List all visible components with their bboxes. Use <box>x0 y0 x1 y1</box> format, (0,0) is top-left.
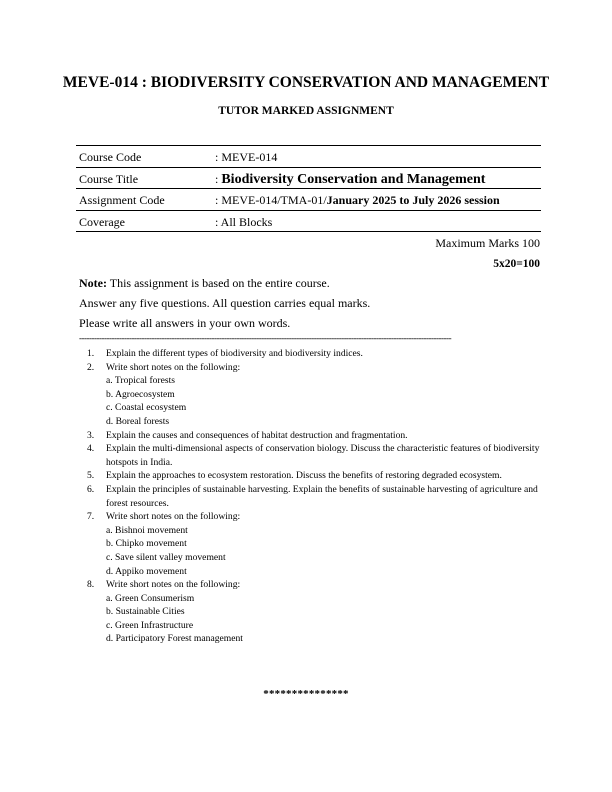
question-text: Write short notes on the following: <box>106 361 241 373</box>
assignment-code-label: Assignment Code <box>79 193 165 207</box>
question-2 <box>0 361 612 375</box>
question-number: 1. <box>87 348 95 359</box>
question-number: 2. <box>87 361 95 373</box>
note-line <box>79 276 330 291</box>
sub-item: c. Green Infrastructure <box>106 619 194 631</box>
sub-item: b. Agroecosystem <box>106 388 175 400</box>
course-title-label: Course Title <box>79 171 139 186</box>
question-text: Explain the approaches to ecosystem restoration. Discuss the benefits of restoring degraded ecosystem. <box>106 470 502 482</box>
sub-item: c. Coastal ecosystem <box>106 402 187 414</box>
question-5 <box>0 469 612 483</box>
separator-line: ----------------------------------------------------------------------------------------------------------------------------------------------------- <box>79 333 452 343</box>
question-7 <box>0 510 612 524</box>
sub-item: a. Bishnoi movement <box>106 524 188 536</box>
note-label: Note: <box>79 276 107 290</box>
course-title-prefix: : <box>215 171 222 186</box>
sub-item: d. Appiko movement <box>106 565 187 577</box>
instruction-answer: Answer any five questions. All question carries equal marks. <box>79 296 371 310</box>
question-text: Explain the principles of sustainable harvesting. Explain the benefits of sustainable harvesting of agriculture and forest resources. <box>106 483 538 509</box>
question-number: 5. <box>87 470 95 482</box>
question-6 <box>0 483 612 510</box>
question-text: Write short notes on the following: <box>106 511 241 523</box>
course-title-value-wrap <box>215 169 485 190</box>
sub-item: a. Tropical forests <box>106 375 176 387</box>
question-number: 3. <box>87 429 95 441</box>
sub-item: b. Chipko movement <box>106 538 187 550</box>
course-code-value: : MEVE-014 <box>215 150 278 164</box>
assignment-code-value-wrap <box>215 190 500 210</box>
question-4 <box>0 442 612 469</box>
question-number: 8. <box>87 579 95 591</box>
sub-item: b. Sustainable Cities <box>106 606 185 618</box>
sub-item: a. Green Consumerism <box>106 592 195 604</box>
coverage-label: Coverage <box>79 214 125 229</box>
question-3 <box>0 429 612 443</box>
sub-item: d. Boreal forests <box>106 415 170 427</box>
course-code-label: Course Code <box>79 150 142 164</box>
question-number: 7. <box>87 511 95 523</box>
marks-breakdown: 5x20=100 <box>493 258 540 270</box>
coverage-value: : All Blocks <box>215 214 273 229</box>
assignment-subtitle: TUTOR MARKED ASSIGNMENT <box>218 105 394 117</box>
question-text: Explain the different types of biodiversity and biodiversity indices. <box>106 348 363 359</box>
question-8 <box>0 578 612 592</box>
page-title: MEVE-014 : BIODIVERSITY CONSERVATION AND MANAGEMENT <box>62 74 550 91</box>
question-text: Explain the causes and consequences of habitat destruction and fragmentation. <box>106 429 408 441</box>
course-title-row <box>76 168 541 190</box>
sub-item: d. Participatory Forest management <box>106 633 243 645</box>
assignment-code-value: : MEVE-014/TMA-01/ <box>215 193 327 207</box>
question-number: 6. <box>87 483 95 495</box>
note-text: This assignment is based on the entire course. <box>106 276 330 290</box>
question-number: 4. <box>87 443 95 455</box>
question-list <box>0 347 612 646</box>
sub-item: c. Save silent valley movement <box>106 551 226 563</box>
course-title-value: Biodiversity Conservation and Management <box>221 171 486 187</box>
question-text: Explain the multi-dimensional aspects of conservation biology. Discuss the characteristic features of biodiversity hotspots in India. <box>106 443 540 468</box>
question-text: Write short notes on the following: <box>106 579 241 591</box>
coverage-row <box>76 211 541 232</box>
end-of-document-marker: *************** <box>263 688 349 700</box>
course-info-table <box>76 145 541 232</box>
assignment-code-row <box>76 189 541 211</box>
question-1 <box>0 347 612 361</box>
instruction-own-words: Please write all answers in your own words. <box>79 316 291 330</box>
course-code-row <box>76 146 541 168</box>
maximum-marks: Maximum Marks 100 <box>435 236 540 250</box>
assignment-session: January 2025 to July 2026 session <box>326 193 500 207</box>
